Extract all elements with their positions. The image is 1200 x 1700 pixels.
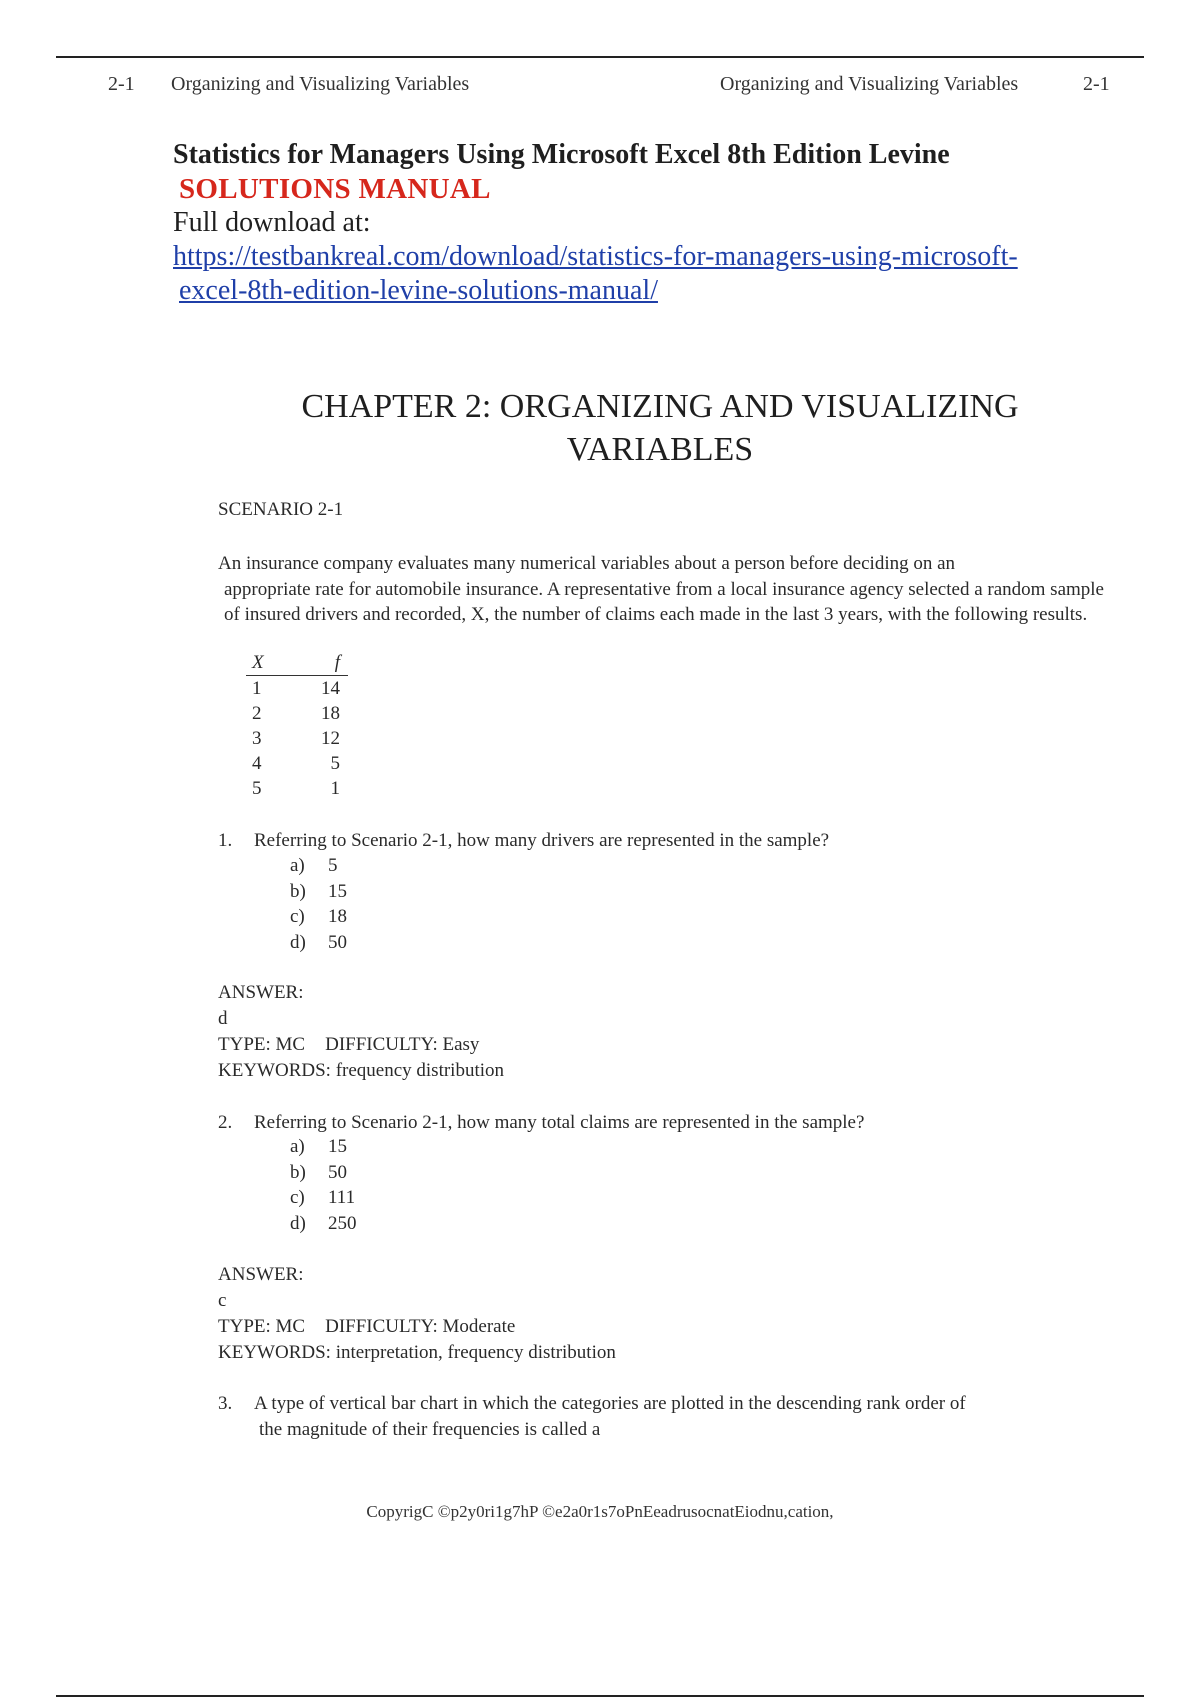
- question-keywords: KEYWORDS: frequency distribution: [218, 1060, 505, 1081]
- question-number: 2.: [218, 1112, 233, 1133]
- table-cell-f: 1: [330, 777, 340, 799]
- answer-value: d: [218, 1008, 228, 1029]
- option-value: 50: [328, 931, 347, 953]
- option-item: [290, 930, 347, 956]
- book-title: Statistics for Managers Using Microsoft Excel 8th Edition Levine: [173, 139, 950, 170]
- chapter-title-line-1: CHAPTER 2: ORGANIZING AND VISUALIZING: [301, 388, 1019, 425]
- column-header-x: X: [246, 650, 294, 676]
- question-2-answer-block: [218, 1262, 616, 1366]
- table-cell-x: 4: [252, 752, 262, 774]
- option-value: 111: [328, 1187, 356, 1208]
- option-value: 5: [328, 855, 338, 876]
- header-page-number-right: 2-1: [1083, 73, 1110, 95]
- question-type: TYPE: MC: [218, 1316, 306, 1337]
- question-2-options: [290, 1134, 357, 1236]
- question-text-line-1: A type of vertical bar chart in which the categories are plotted in the descending rank order of: [254, 1393, 966, 1414]
- download-link-line-2[interactable]: excel-8th-edition-levine-solutions-manual/: [179, 275, 658, 306]
- option-item: [290, 1160, 357, 1186]
- scenario-paragraph-first-line: An insurance company evaluates many numerical variables about a person before deciding on an: [218, 553, 956, 574]
- table-cell-f: 14: [321, 677, 340, 699]
- option-value: 18: [328, 906, 347, 927]
- question-difficulty: DIFFICULTY: Easy: [325, 1034, 480, 1055]
- option-letter: c): [290, 1187, 305, 1208]
- option-letter: b): [290, 1161, 306, 1183]
- question-1-answer-block: [218, 980, 504, 1084]
- option-item: [290, 1211, 357, 1237]
- table-cell-f: 12: [321, 727, 340, 749]
- table-row: [246, 751, 348, 776]
- table-cell-x: 2: [252, 702, 262, 724]
- option-letter: d): [290, 1212, 306, 1234]
- question-2: [218, 1110, 1108, 1136]
- option-value: 250: [328, 1212, 357, 1234]
- answer-value: c: [218, 1290, 227, 1311]
- question-number: 1.: [218, 830, 233, 851]
- chapter-title-line-2: VARIABLES: [566, 431, 754, 468]
- download-link-line-1[interactable]: https://testbankreal.com/download/statistics-for-managers-using-microsoft-: [173, 241, 1018, 272]
- table-cell-x: 5: [252, 777, 262, 799]
- scenario-heading: SCENARIO 2-1: [218, 499, 344, 520]
- table-row: [246, 701, 348, 726]
- question-3: [218, 1391, 1108, 1443]
- frequency-table: [246, 650, 348, 801]
- question-text-line-2: the magnitude of their frequencies is called a: [259, 1419, 601, 1440]
- table-cell-x: 1: [252, 677, 262, 699]
- question-type: TYPE: MC: [218, 1034, 306, 1055]
- question-text: Referring to Scenario 2-1, how many drivers are represented in the sample?: [254, 830, 830, 851]
- table-cell-f: 5: [330, 752, 340, 774]
- option-letter: b): [290, 880, 306, 902]
- table-header-row: [246, 650, 348, 676]
- question-difficulty: DIFFICULTY: Moderate: [325, 1316, 516, 1337]
- table-row: [246, 726, 348, 751]
- option-item: [290, 853, 347, 879]
- header-title-left: Organizing and Visualizing Variables: [171, 73, 470, 95]
- top-rule: [56, 56, 1144, 58]
- option-item: [290, 1185, 357, 1211]
- question-1-options: [290, 853, 347, 955]
- question-text: Referring to Scenario 2-1, how many total claims are represented in the sample?: [254, 1112, 865, 1133]
- chapter-title: [170, 385, 1150, 471]
- full-download-label: Full download at:: [173, 207, 371, 238]
- solutions-manual-label: SOLUTIONS MANUAL: [179, 173, 491, 205]
- question-1: [218, 828, 1108, 854]
- table-row: [246, 776, 348, 801]
- scenario-paragraph: [218, 551, 1104, 628]
- bottom-rule: [56, 1695, 1144, 1697]
- header-title-right: Organizing and Visualizing Variables: [720, 73, 1019, 95]
- option-value: 15: [328, 1136, 347, 1157]
- option-value: 15: [328, 880, 347, 902]
- option-letter: a): [290, 1136, 305, 1157]
- answer-label: ANSWER:: [218, 1264, 304, 1285]
- option-letter: c): [290, 906, 305, 927]
- question-keywords: KEYWORDS: interpretation, frequency distribution: [218, 1342, 616, 1363]
- column-header-f: f: [294, 650, 348, 676]
- download-banner: [173, 138, 1133, 308]
- option-letter: d): [290, 931, 306, 953]
- option-item: [290, 904, 347, 930]
- option-item: [290, 879, 347, 905]
- table-cell-f: 18: [321, 702, 340, 724]
- table-row: [246, 676, 348, 702]
- table-cell-x: 3: [252, 727, 262, 749]
- option-item: [290, 1134, 357, 1160]
- copyright-footer: CopyrigC ©p2y0ri1g7hP ©e2a0r1s7oPnEeadrusocnatEiodnu,cation,: [366, 1502, 834, 1521]
- scenario-paragraph-rest: appropriate rate for automobile insurance. A representative from a local insurance agency selected a random sample of insured drivers and recorded, X, the number of claims each made in the last 3 years, with the following results.: [224, 578, 1104, 625]
- header-page-number-left: 2-1: [108, 73, 135, 95]
- option-value: 50: [328, 1161, 347, 1183]
- question-number: 3.: [218, 1393, 233, 1414]
- option-letter: a): [290, 855, 305, 876]
- answer-label: ANSWER:: [218, 982, 304, 1003]
